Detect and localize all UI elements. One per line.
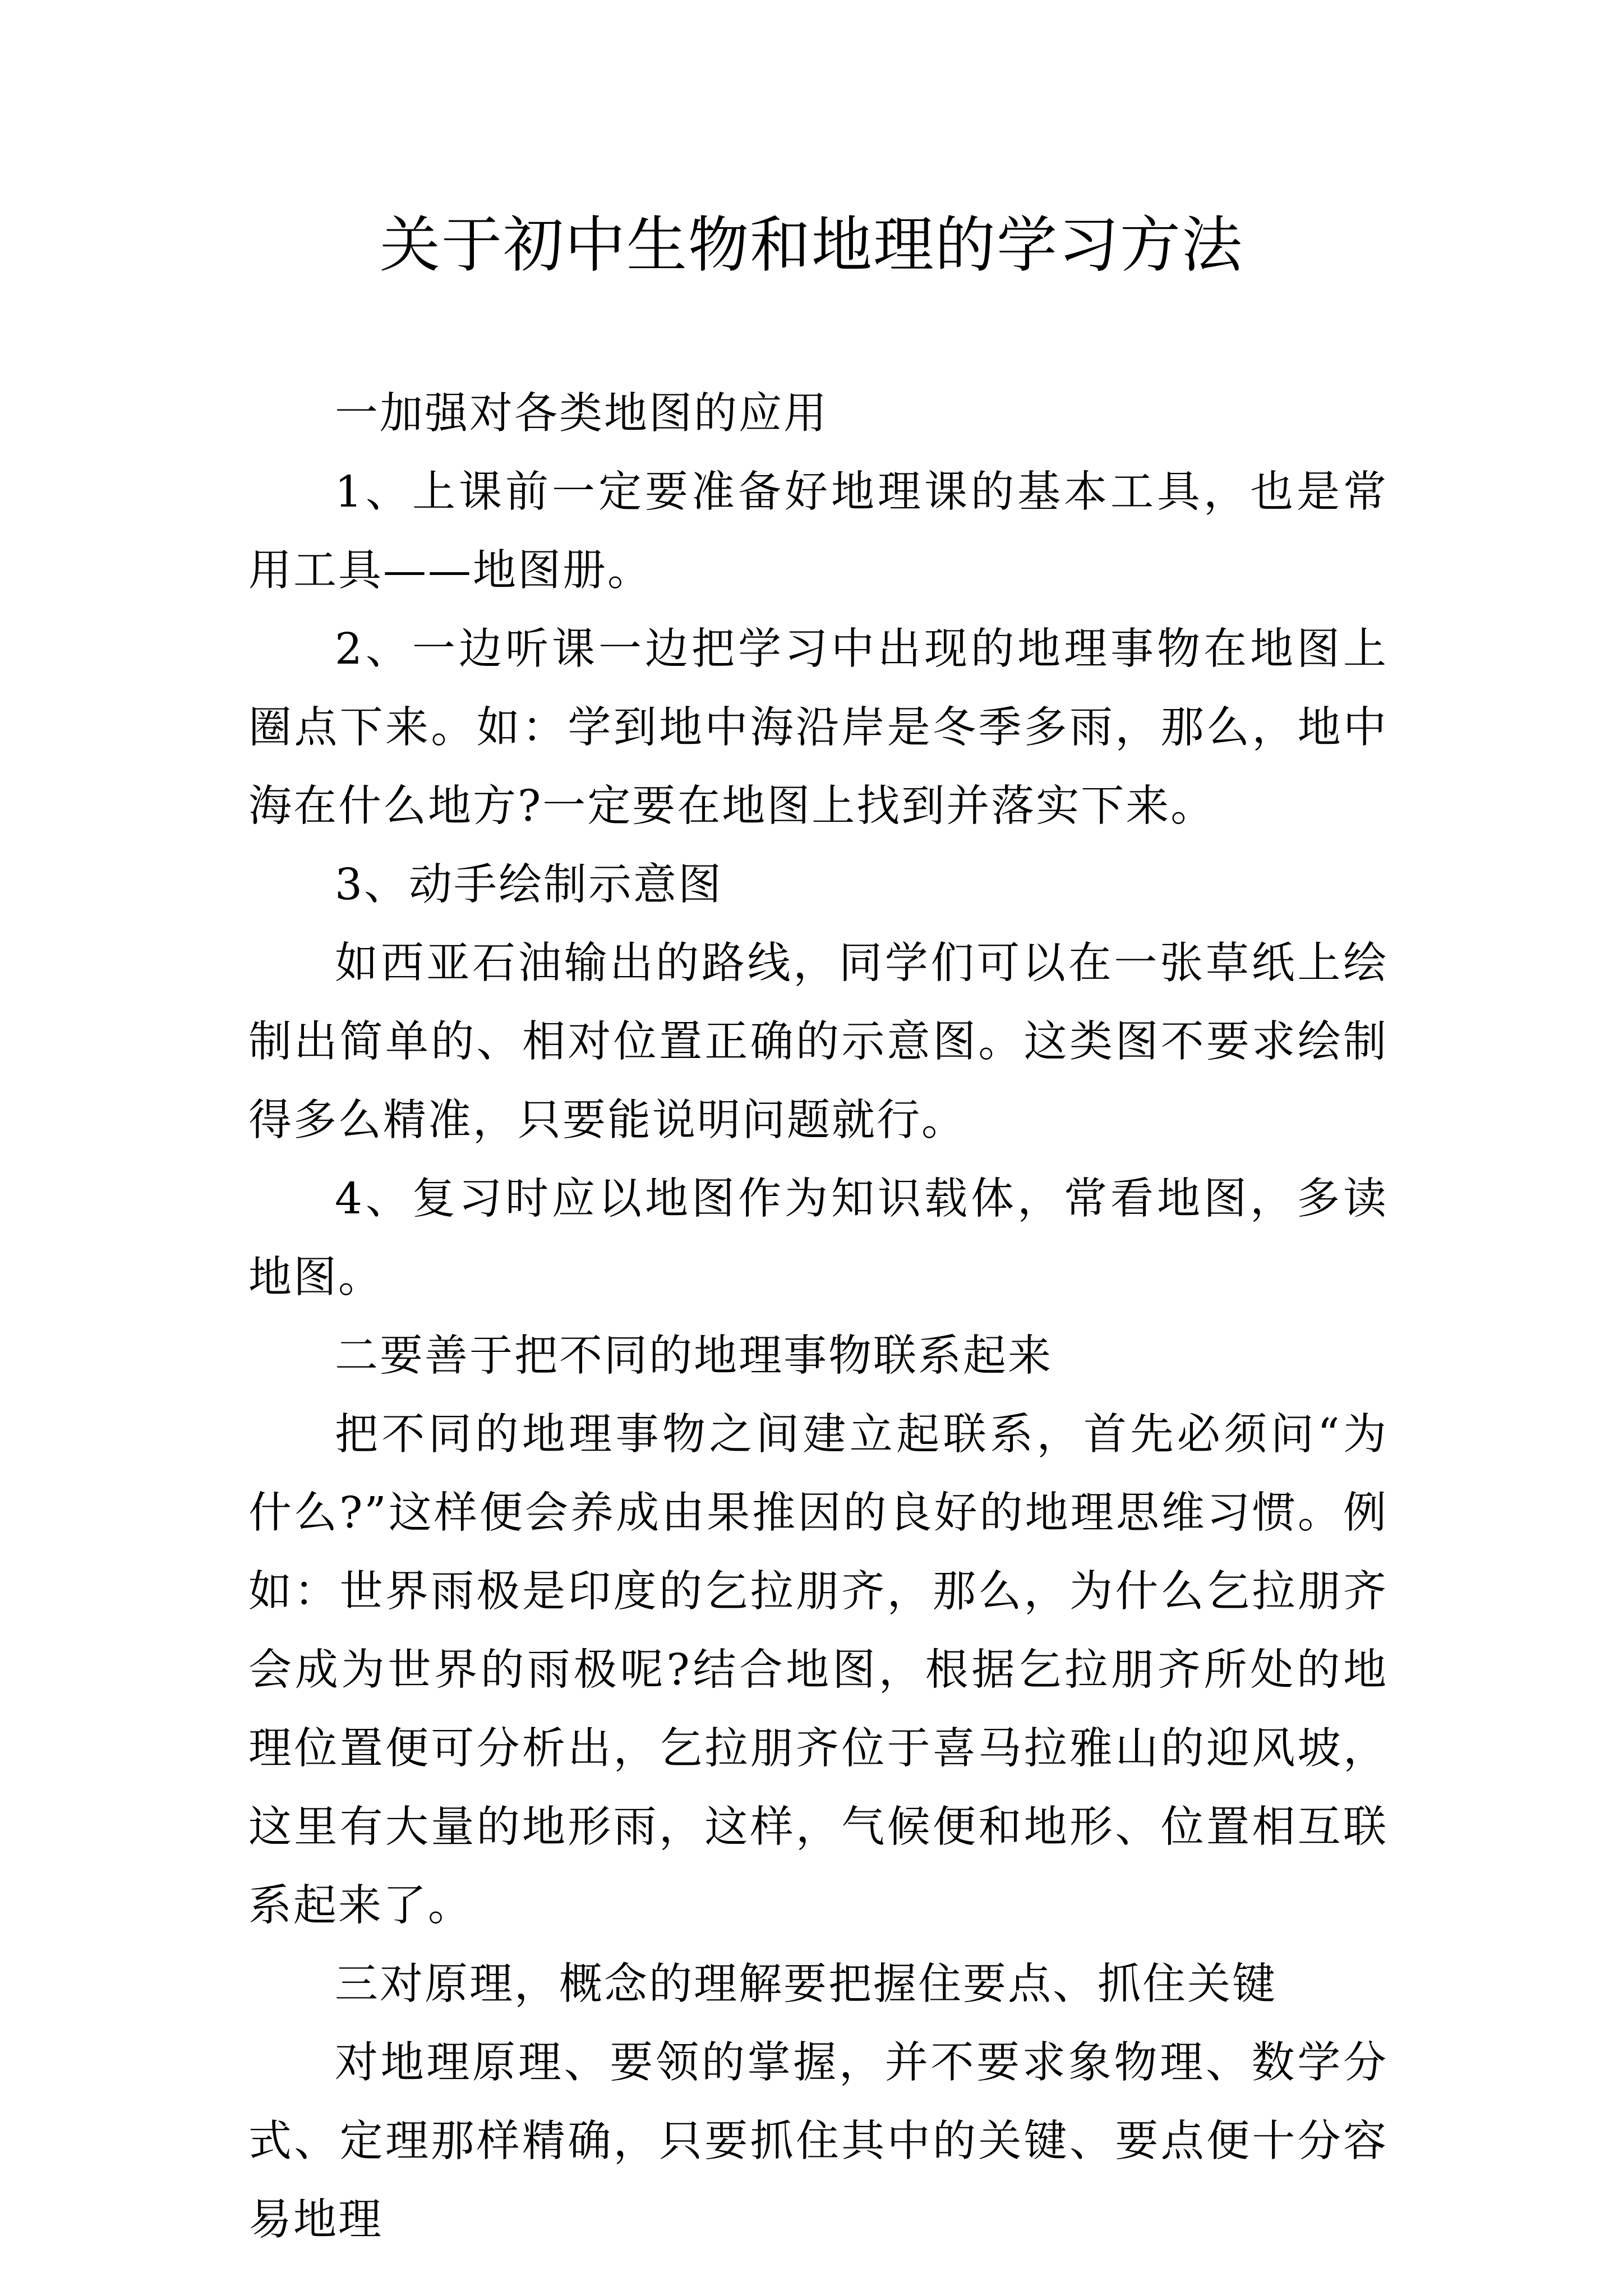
paragraph-3: 3、动手绘制示意图 [335,860,723,910]
paragraph-6: 把不同的地理事物之间建立起联系，首先必须问“为什么?”这样便会养成由果推因的良好的地理思维习惯。例如：世界雨极是印度的乞拉朋齐，那么，为什么乞拉朋齐会成为世界的雨极呢?结合地图，根据乞拉朋齐所处的地理位置便可分析出，乞拉朋齐位于喜马拉雅山的迎风坡，这里有大量的地形雨，这样，气候便和地形、位置相互联系起来了。 [248,1410,1388,1931]
paragraph-5: 4、复习时应以地图作为知识载体，常看地图，多读地图。 [248,1174,1388,1303]
document-body [248,375,1388,2260]
section-heading-3: 三对原理，概念的理解要把握住要点、抓住关键 [335,1959,1277,2009]
paragraph-2: 2、一边听课一边把学习中出现的地理事物在地图上圈点下来。如：学到地中海沿岸是冬季多雨，那么，地中海在什么地方?一定要在地图上找到并落实下来。 [248,624,1388,831]
paragraph-4: 如西亚石油输出的路线，同学们可以在一张草纸上绘制出简单的、相对位置正确的示意图。这类图不要求绘制得多么精准，只要能说明问题就行。 [248,938,1388,1145]
section-heading-2: 二要善于把不同的地理事物联系起来 [335,1331,1053,1381]
paragraph-7: 对地理原理、要领的掌握，并不要求象物理、数学分式、定理那样精确，只要抓住其中的关键、要点便十分容易地理 [248,2038,1388,2245]
paragraph-1: 1、上课前一定要准备好地理课的基本工具，也是常用工具——地图册。 [248,467,1388,596]
document-title: 关于初中生物和地理的学习方法 [379,210,1243,280]
section-heading-1: 一加强对各类地图的应用 [335,389,828,439]
